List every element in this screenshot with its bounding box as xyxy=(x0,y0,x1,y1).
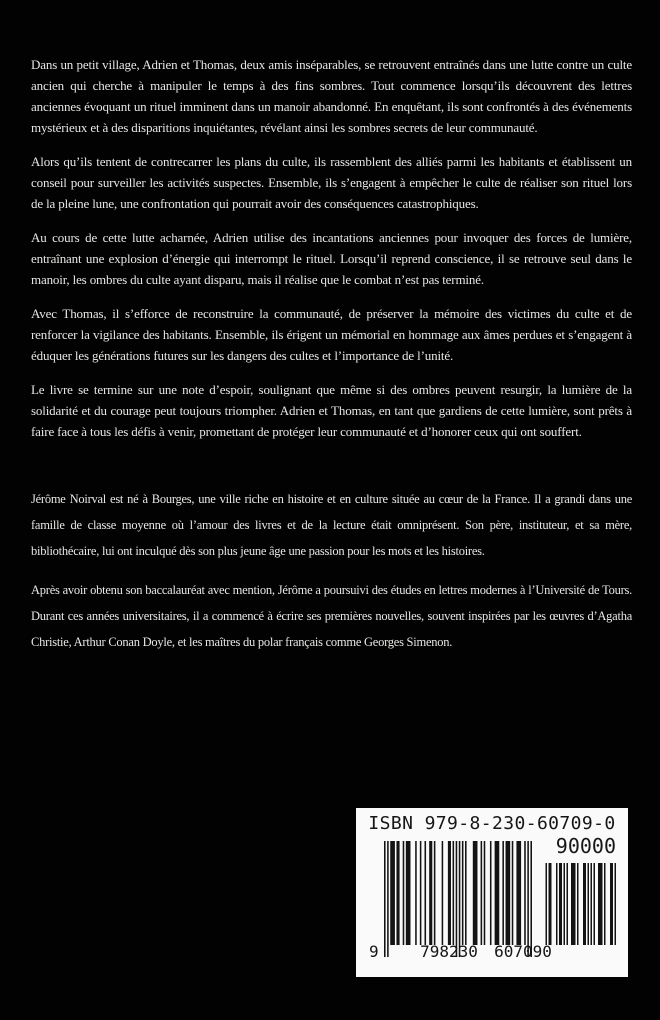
isbn-barcode-block xyxy=(356,808,628,977)
synopsis-section xyxy=(31,54,632,442)
ean13-digits-right: 607090 xyxy=(494,942,552,961)
back-cover-text xyxy=(31,54,632,668)
author-bio-section xyxy=(31,486,632,655)
author-bio-paragraph: Jérôme Noirval est né à Bourges, une ville riche en histoire et en culture située au cœur de la France. Il a grandi dans une famille de classe moyenne où l’amour des livres et de la lecture était omniprésent. Son père, instituteur, et sa mère, bibliothécaire, lui ont inculqué dès son plus jeune âge une passion pour les mots et les histoires. xyxy=(31,492,632,558)
synopsis-paragraph: Dans un petit village, Adrien et Thomas, deux amis inséparables, se retrouvent entraînés dans une lutte contre un culte ancien qui cherche à manipuler le temps à des fins sombres. Tout commence lorsqu’ils découvrent des lettres anciennes évoquant un rituel imminent dans un manoir abandonné. En enquêtant, ils sont confrontés à des événements mystérieux et à des disparitions inquiétantes, révélant ainsi les sombres secrets de leur communauté. xyxy=(31,57,632,135)
synopsis-paragraph: Le livre se termine sur une note d’espoir, soulignant que même si des ombres peuvent resurgir, la lumière de la solidarité et du courage peut toujours triompher. Adrien et Thomas, en tant que gardiens de cette lumière, sont prêts à faire face à tous les défis à venir, promettant de protéger leur communauté et d’honorer ceux qui ont souffert. xyxy=(31,382,632,439)
ean5-addon-barcode xyxy=(544,863,616,945)
isbn-label: ISBN 979-8-230-60709-0 xyxy=(368,813,616,834)
synopsis-paragraph: Alors qu’ils tentent de contrecarrer les plans du culte, ils rassemblent des alliés parmi les habitants et établissent un conseil pour surveiller les activités suspectes. Ensemble, ils s’engagent à empêcher le culte de réaliser son rituel lors de la pleine lune, une confrontation qui pourrait avoir des conséquences catastrophiques. xyxy=(31,154,632,211)
synopsis-paragraph: Avec Thomas, il s’efforce de reconstruire la communauté, de préserver la mémoire des victimes du culte et de renforcer la vigilance des habitants. Ensemble, ils érigent un mémorial en hommage aux âmes perdues et s’engagent à éduquer les générations futures sur les dangers des cultes et l’importance de l’unité. xyxy=(31,306,632,363)
barcode-price-code: 90000 xyxy=(555,834,616,858)
synopsis-paragraph: Au cours de cette lutte acharnée, Adrien utilise des incantations anciennes pour invoquer des forces de lumière, entraînant une explosion d’énergie qui interrompt le rituel. Lorsqu’il reprend conscience, il se retrouve seul dans le manoir, les ombres du culte ayant disparu, mais il réalise que le combat n’est pas terminé. xyxy=(31,230,632,287)
ean13-digits-left: 798230 xyxy=(420,942,478,961)
ean13-digit-first: 9 xyxy=(369,942,379,961)
author-bio-paragraph: Après avoir obtenu son baccalauréat avec mention, Jérôme a poursuivi des études en lettres modernes à l’Université de Tours. Durant ces années universitaires, il a commencé à écrire ses premières nouvelles, souvent inspirées par les œuvres d’Agatha Christie, Arthur Conan Doyle, et les maîtres du polar français comme Georges Simenon. xyxy=(31,583,632,649)
ean13-barcode xyxy=(384,841,532,957)
